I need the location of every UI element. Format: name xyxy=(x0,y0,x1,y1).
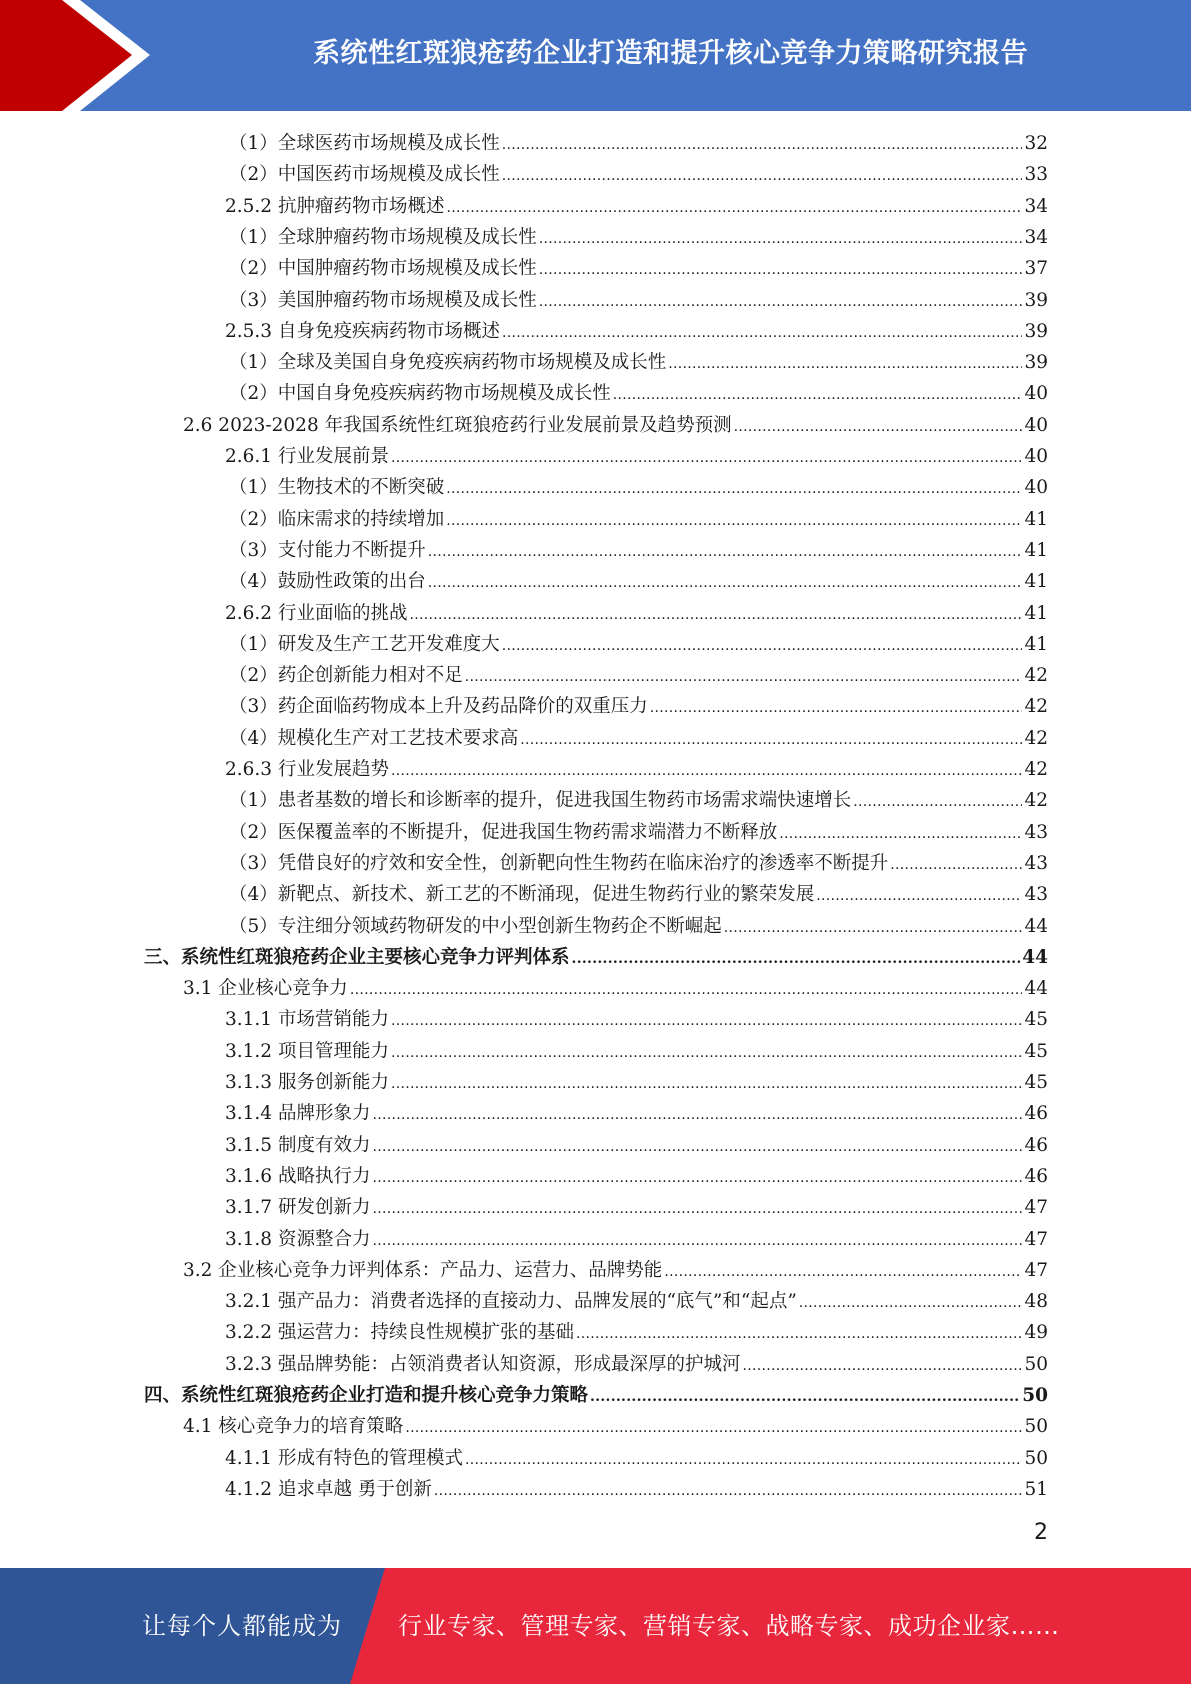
toc-entry-page: 50 xyxy=(1024,1353,1048,1375)
toc-entry-title: （4）规模化生产对工艺技术要求高 xyxy=(229,727,519,749)
toc-entry-page: 45 xyxy=(1024,1072,1048,1093)
toc-entry-page: 48 xyxy=(1024,1291,1048,1313)
toc-dot-leader xyxy=(350,975,1023,1006)
toc-entry-page: 43 xyxy=(1024,884,1048,906)
toc-entry-title: （3）支付能力不断提升 xyxy=(229,539,426,561)
toc-entry-page: 42 xyxy=(1024,790,1048,812)
toc-entry-page: 41 xyxy=(1024,633,1048,655)
toc-entry[interactable] xyxy=(225,754,1048,785)
toc-entry-title: 三、系统性红斑狼疮药企业主要核心竞争力评判体系 xyxy=(144,946,570,968)
toc-dot-leader xyxy=(590,1382,1020,1413)
toc-entry[interactable] xyxy=(225,1317,1048,1348)
toc-dot-leader xyxy=(613,380,1023,411)
toc-entry-page: 50 xyxy=(1022,1385,1048,1406)
toc-entry-page: 40 xyxy=(1024,383,1048,405)
toc-entry[interactable] xyxy=(229,785,1048,816)
toc-entry[interactable] xyxy=(225,1349,1048,1380)
toc-entry[interactable] xyxy=(144,1380,1048,1411)
toc-dot-leader xyxy=(724,913,1023,944)
toc-entry[interactable] xyxy=(225,441,1048,472)
toc-entry-page: 34 xyxy=(1024,226,1048,248)
toc-entry-page: 41 xyxy=(1024,602,1048,624)
toc-entry[interactable] xyxy=(229,347,1048,378)
toc-entry[interactable] xyxy=(229,472,1048,503)
toc-dot-leader xyxy=(446,474,1022,505)
toc-entry[interactable] xyxy=(229,566,1048,597)
toc-entry-page: 41 xyxy=(1024,508,1048,530)
toc-dot-leader xyxy=(372,1194,1022,1225)
toc-entry-title: 3.1.2 项目管理能力 xyxy=(225,1040,389,1062)
toc-entry-title: 3.2.1 强产品力：消费者选择的直接动力、品牌发展的“底气”和“起点” xyxy=(225,1291,797,1313)
toc-entry-title: （1）全球肿瘤药物市场规模及成长性 xyxy=(229,226,537,248)
toc-entry-title: 四、系统性红斑狼疮药企业打造和提升核心竞争力策略 xyxy=(144,1385,589,1406)
toc-entry-page: 42 xyxy=(1024,696,1048,718)
toc-entry-page: 46 xyxy=(1024,1165,1048,1187)
toc-entry-title: 4.1.1 形成有特色的管理模式 xyxy=(225,1447,463,1469)
toc-entry-page: 51 xyxy=(1024,1478,1048,1500)
toc-dot-leader xyxy=(391,1069,1022,1100)
toc-entry-page: 40 xyxy=(1024,414,1048,436)
page-footer xyxy=(0,1568,1191,1684)
toc-entry-page: 39 xyxy=(1024,320,1048,342)
toc-dot-leader xyxy=(650,693,1023,724)
toc-entry-title: 3.1.8 资源整合力 xyxy=(225,1228,371,1250)
toc-dot-leader xyxy=(816,881,1022,912)
toc-entry[interactable] xyxy=(229,504,1048,535)
toc-dot-leader xyxy=(434,1476,1023,1507)
toc-entry[interactable] xyxy=(229,285,1048,316)
toc-entry[interactable] xyxy=(225,1192,1048,1223)
toc-dot-leader xyxy=(409,600,1022,631)
toc-entry-page: 34 xyxy=(1024,195,1048,217)
toc-entry-title: （2）临床需求的持续增加 xyxy=(229,508,445,530)
toc-entry-title: （1）生物技术的不断突破 xyxy=(229,477,445,499)
toc-entry-title: （3）凭借良好的疗效和安全性，创新靶向性生物药在临床治疗的渗透率不断提升 xyxy=(229,852,889,874)
toc-entry[interactable] xyxy=(229,848,1048,879)
toc-dot-leader xyxy=(502,130,1023,161)
toc-entry-page: 42 xyxy=(1024,665,1048,687)
toc-entry[interactable] xyxy=(229,879,1048,910)
toc-entry-title: 3.1.1 市场营销能力 xyxy=(225,1009,389,1031)
toc-entry[interactable] xyxy=(225,1286,1048,1317)
toc-dot-leader xyxy=(572,944,1021,975)
toc-dot-leader xyxy=(372,1132,1022,1163)
toc-dot-leader xyxy=(391,756,1022,787)
toc-dot-leader xyxy=(465,1445,1022,1476)
toc-entry-page: 41 xyxy=(1024,539,1048,561)
toc-entry-page: 42 xyxy=(1024,759,1048,780)
toc-entry-title: 3.1.6 战略执行力 xyxy=(225,1165,371,1187)
toc-entry-title: 3.1 企业核心竞争力 xyxy=(183,978,348,1000)
toc-entry[interactable] xyxy=(183,1255,1048,1286)
toc-entry[interactable] xyxy=(229,911,1048,942)
toc-dot-leader xyxy=(391,443,1022,474)
toc-dot-leader xyxy=(372,1226,1022,1257)
toc-dot-leader xyxy=(520,725,1022,756)
toc-dot-leader xyxy=(372,1100,1022,1131)
toc-dot-leader xyxy=(668,349,1022,380)
toc-dot-leader xyxy=(853,787,1022,818)
toc-entry-title: 3.1.5 制度有效力 xyxy=(225,1134,371,1156)
toc-dot-leader xyxy=(446,506,1022,537)
toc-dot-leader xyxy=(539,255,1023,286)
toc-dot-leader xyxy=(576,1319,1022,1350)
toc-entry-page: 47 xyxy=(1024,1259,1048,1281)
footer-slogan-left: 让每个人都能成为 xyxy=(142,1612,342,1640)
toc-dot-leader xyxy=(742,1351,1022,1382)
toc-entry[interactable] xyxy=(229,723,1048,754)
toc-dot-leader xyxy=(446,193,1022,224)
toc-entry-title: 3.1.3 服务创新能力 xyxy=(225,1072,389,1093)
toc-entry-title: （3）药企面临药物成本上升及药品降价的双重压力 xyxy=(229,696,648,718)
toc-entry-page: 50 xyxy=(1024,1447,1048,1469)
toc-entry-page: 40 xyxy=(1024,446,1048,467)
toc-entry-title: 3.2.2 强运营力：持续良性规模扩张的基础 xyxy=(225,1322,574,1344)
toc-entry[interactable] xyxy=(229,128,1048,159)
toc-dot-leader xyxy=(502,631,1023,662)
toc-entry-title: （3）美国肿瘤药物市场规模及成长性 xyxy=(229,289,537,311)
toc-entry[interactable] xyxy=(225,1130,1048,1161)
toc-entry-page: 39 xyxy=(1024,352,1048,374)
toc-entry-title: （1）研发及生产工艺开发难度大 xyxy=(229,633,500,655)
toc-entry[interactable] xyxy=(225,1161,1048,1192)
toc-entry[interactable] xyxy=(225,1224,1048,1255)
toc-entry[interactable] xyxy=(183,410,1048,441)
toc-dot-leader xyxy=(890,850,1022,881)
toc-entry-title: （4）新靶点、新技术、新工艺的不断涌现，促进生物药行业的繁荣发展 xyxy=(229,884,815,906)
toc-entry-page: 39 xyxy=(1024,289,1048,311)
toc-entry-page: 44 xyxy=(1024,915,1048,937)
toc-dot-leader xyxy=(428,537,1023,568)
toc-entry-title: 3.2.3 强品牌势能：占领消费者认知资源，形成最深厚的护城河 xyxy=(225,1353,741,1375)
toc-entry-page: 40 xyxy=(1024,477,1048,499)
toc-entry-title: 3.1.7 研发创新力 xyxy=(225,1197,371,1219)
toc-entry-title: （2）中国肿瘤药物市场规模及成长性 xyxy=(229,258,537,280)
toc-entry-page: 43 xyxy=(1024,852,1048,874)
toc-entry-title: 4.1.2 追求卓越 勇于创新 xyxy=(225,1478,432,1500)
toc-dot-leader xyxy=(391,1038,1022,1069)
toc-entry-title: （2）医保覆盖率的不断提升，促进我国生物药需求端潜力不断释放 xyxy=(229,821,778,843)
toc-entry-title: 3.1.4 品牌形象力 xyxy=(225,1103,371,1125)
toc-entry[interactable] xyxy=(229,253,1048,284)
toc-entry-title: （4）鼓励性政策的出台 xyxy=(229,571,426,593)
toc-dot-leader xyxy=(428,568,1023,599)
toc-entry-title: 4.1 核心竞争力的培育策略 xyxy=(183,1416,404,1438)
toc-entry[interactable] xyxy=(183,1411,1048,1442)
toc-entry-page: 47 xyxy=(1024,1197,1048,1219)
toc-entry-page: 47 xyxy=(1024,1228,1048,1250)
toc-entry-title: （2）中国医药市场规模及成长性 xyxy=(229,164,500,186)
toc-entry-page: 44 xyxy=(1024,978,1048,1000)
toc-entry-title: 2.5.3 自身免疫疾病药物市场概述 xyxy=(225,320,500,342)
toc-dot-leader xyxy=(539,287,1023,318)
toc-entry-page: 37 xyxy=(1024,258,1048,280)
toc-entry-title: 2.5.2 抗肿瘤药物市场概述 xyxy=(225,195,445,217)
toc-dot-leader xyxy=(539,224,1023,255)
toc-entry[interactable] xyxy=(229,159,1048,190)
toc-entry[interactable] xyxy=(225,191,1048,222)
page-header xyxy=(0,0,1191,111)
toc-entry-title: （1）全球及美国自身免疫疾病药物市场规模及成长性 xyxy=(229,352,667,374)
toc-entry[interactable] xyxy=(225,1004,1048,1035)
toc-entry[interactable] xyxy=(229,817,1048,848)
toc-entry-title: （5）专注细分领域药物研发的中小型创新生物药企不断崛起 xyxy=(229,915,722,937)
toc-entry-page: 43 xyxy=(1024,821,1048,843)
toc-entry[interactable] xyxy=(144,942,1048,973)
footer-slogan-right: 行业专家、管理专家、营销专家、战略专家、成功企业家…… xyxy=(398,1612,1060,1640)
toc-entry-title: 2.6.2 行业面临的挑战 xyxy=(225,602,408,624)
toc-entry-page: 49 xyxy=(1024,1322,1048,1344)
page-number: 2 xyxy=(1034,1520,1048,1545)
toc-dot-leader xyxy=(372,1163,1022,1194)
toc-dot-leader xyxy=(405,1413,1022,1444)
toc-dot-leader xyxy=(799,1288,1023,1319)
toc-entry[interactable] xyxy=(229,629,1048,660)
toc-entry-title: （1）全球医药市场规模及成长性 xyxy=(229,133,500,154)
report-title: 系统性红斑狼疮药企业打造和提升核心竞争力策略研究报告 xyxy=(313,37,1028,69)
toc-entry[interactable] xyxy=(225,316,1048,347)
toc-entry-page: 50 xyxy=(1024,1416,1048,1438)
toc-entry[interactable] xyxy=(229,660,1048,691)
toc-entry[interactable] xyxy=(229,691,1048,722)
toc-entry-page: 46 xyxy=(1024,1134,1048,1156)
toc-dot-leader xyxy=(391,1006,1022,1037)
toc-entry[interactable] xyxy=(225,1443,1048,1474)
toc-entry[interactable] xyxy=(229,222,1048,253)
toc-entry[interactable] xyxy=(225,598,1048,629)
toc-entry[interactable] xyxy=(229,535,1048,566)
toc-entry-page: 32 xyxy=(1024,133,1048,154)
toc-entry-title: 2.6 2023-2028 年我国系统性红斑狼疮药行业发展前景及趋势预测 xyxy=(183,414,732,436)
toc-entry-title: （2）中国自身免疫疾病药物市场规模及成长性 xyxy=(229,383,611,405)
toc-entry[interactable] xyxy=(225,1474,1048,1505)
toc-entry-title: 2.6.1 行业发展前景 xyxy=(225,446,389,467)
toc-entry-title: 3.2 企业核心竞争力评判体系：产品力、运营力、品牌势能 xyxy=(183,1259,663,1281)
toc-entry[interactable] xyxy=(225,1067,1048,1098)
toc-dot-leader xyxy=(502,318,1022,349)
toc-entry-page: 42 xyxy=(1024,727,1048,749)
toc-entry-page: 41 xyxy=(1024,571,1048,593)
toc-dot-leader xyxy=(465,662,1023,693)
toc-entry-page: 46 xyxy=(1024,1103,1048,1125)
toc-dot-leader xyxy=(779,819,1022,850)
toc-entry-page: 44 xyxy=(1022,946,1048,968)
toc-entry[interactable] xyxy=(225,1036,1048,1067)
toc-dot-leader xyxy=(664,1257,1022,1288)
toc-entry[interactable] xyxy=(225,1098,1048,1129)
toc-entry-title: （1）患者基数的增长和诊断率的提升，促进我国生物药市场需求端快速增长 xyxy=(229,790,852,812)
toc-entry-page: 45 xyxy=(1024,1009,1048,1031)
toc-dot-leader xyxy=(502,161,1023,192)
toc-entry-title: （2）药企创新能力相对不足 xyxy=(229,665,463,687)
toc-dot-leader xyxy=(734,412,1023,443)
toc-entry[interactable] xyxy=(183,973,1048,1004)
toc-entry-page: 45 xyxy=(1024,1040,1048,1062)
toc-entry-page: 33 xyxy=(1024,164,1048,186)
toc-entry-title: 2.6.3 行业发展趋势 xyxy=(225,759,389,780)
toc-entry[interactable] xyxy=(229,378,1048,409)
